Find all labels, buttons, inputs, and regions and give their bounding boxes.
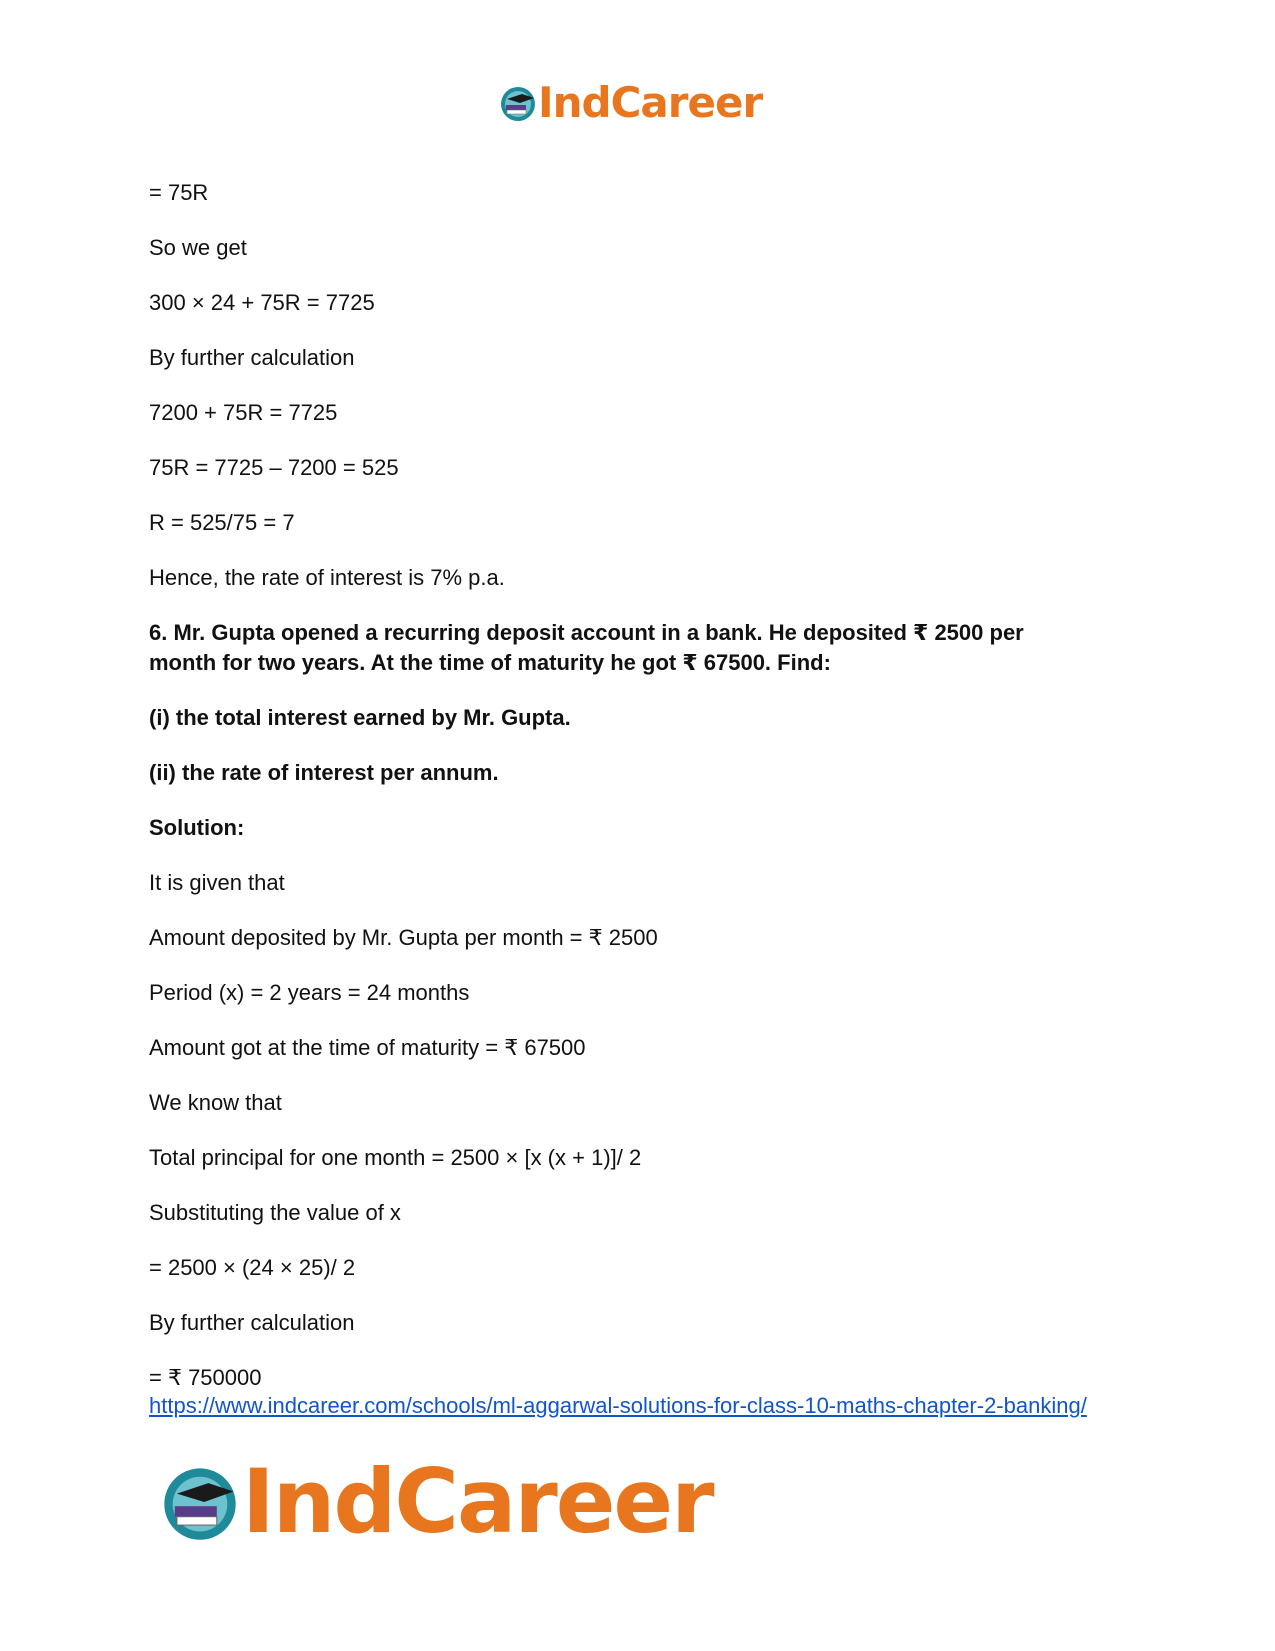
source-link[interactable]: https://www.indcareer.com/schools/ml-aggarwal-solutions-for-class-10-maths-chapter-2-banking/	[149, 1393, 1087, 1418]
solution-line: 7200 + 75R = 7725	[149, 400, 338, 425]
solution-line: = ₹ 750000	[149, 1365, 262, 1390]
solution-line: = 2500 × (24 × 25)/ 2	[149, 1255, 356, 1280]
logo-text: IndCareer	[242, 1450, 713, 1553]
solution-line: So we get	[149, 235, 247, 260]
question-text: 6. Mr. Gupta opened a recurring deposit account in a bank. He deposited ₹ 2500 per month for two years. At the time of maturity he got ₹ 67500. Find:	[149, 620, 1024, 675]
solution-line: Period (x) = 2 years = 24 months	[149, 980, 470, 1005]
question-text: (ii) the rate of interest per annum.	[149, 760, 499, 785]
solution-line: It is given that	[149, 870, 285, 895]
solution-line: R = 525/75 = 7	[149, 510, 295, 535]
solution-line: 300 × 24 + 75R = 7725	[149, 290, 375, 315]
solution-line: Amount deposited by Mr. Gupta per month = ₹ 2500	[149, 925, 658, 950]
question-text: Solution:	[149, 815, 245, 840]
graduation-globe-icon	[158, 1460, 242, 1544]
solution-line: 75R = 7725 – 7200 = 525	[149, 455, 399, 480]
solution-line: Substituting the value of x	[149, 1200, 401, 1225]
solution-line: Hence, the rate of interest is 7% p.a.	[149, 565, 505, 590]
solution-line: Total principal for one month = 2500 × [x (x + 1)]/ 2	[149, 1145, 642, 1170]
solution-line: By further calculation	[149, 345, 355, 370]
solution-line: We know that	[149, 1090, 282, 1115]
question-text: (i) the total interest earned by Mr. Gupta.	[149, 705, 571, 730]
header-logo	[498, 78, 762, 127]
graduation-globe-icon	[498, 83, 538, 123]
solution-line: By further calculation	[149, 1310, 355, 1335]
solution-line: = 75R	[149, 180, 209, 205]
logo-text: IndCareer	[538, 78, 763, 127]
footer-logo	[158, 1450, 713, 1553]
solution-line: Amount got at the time of maturity = ₹ 67500	[149, 1035, 586, 1060]
